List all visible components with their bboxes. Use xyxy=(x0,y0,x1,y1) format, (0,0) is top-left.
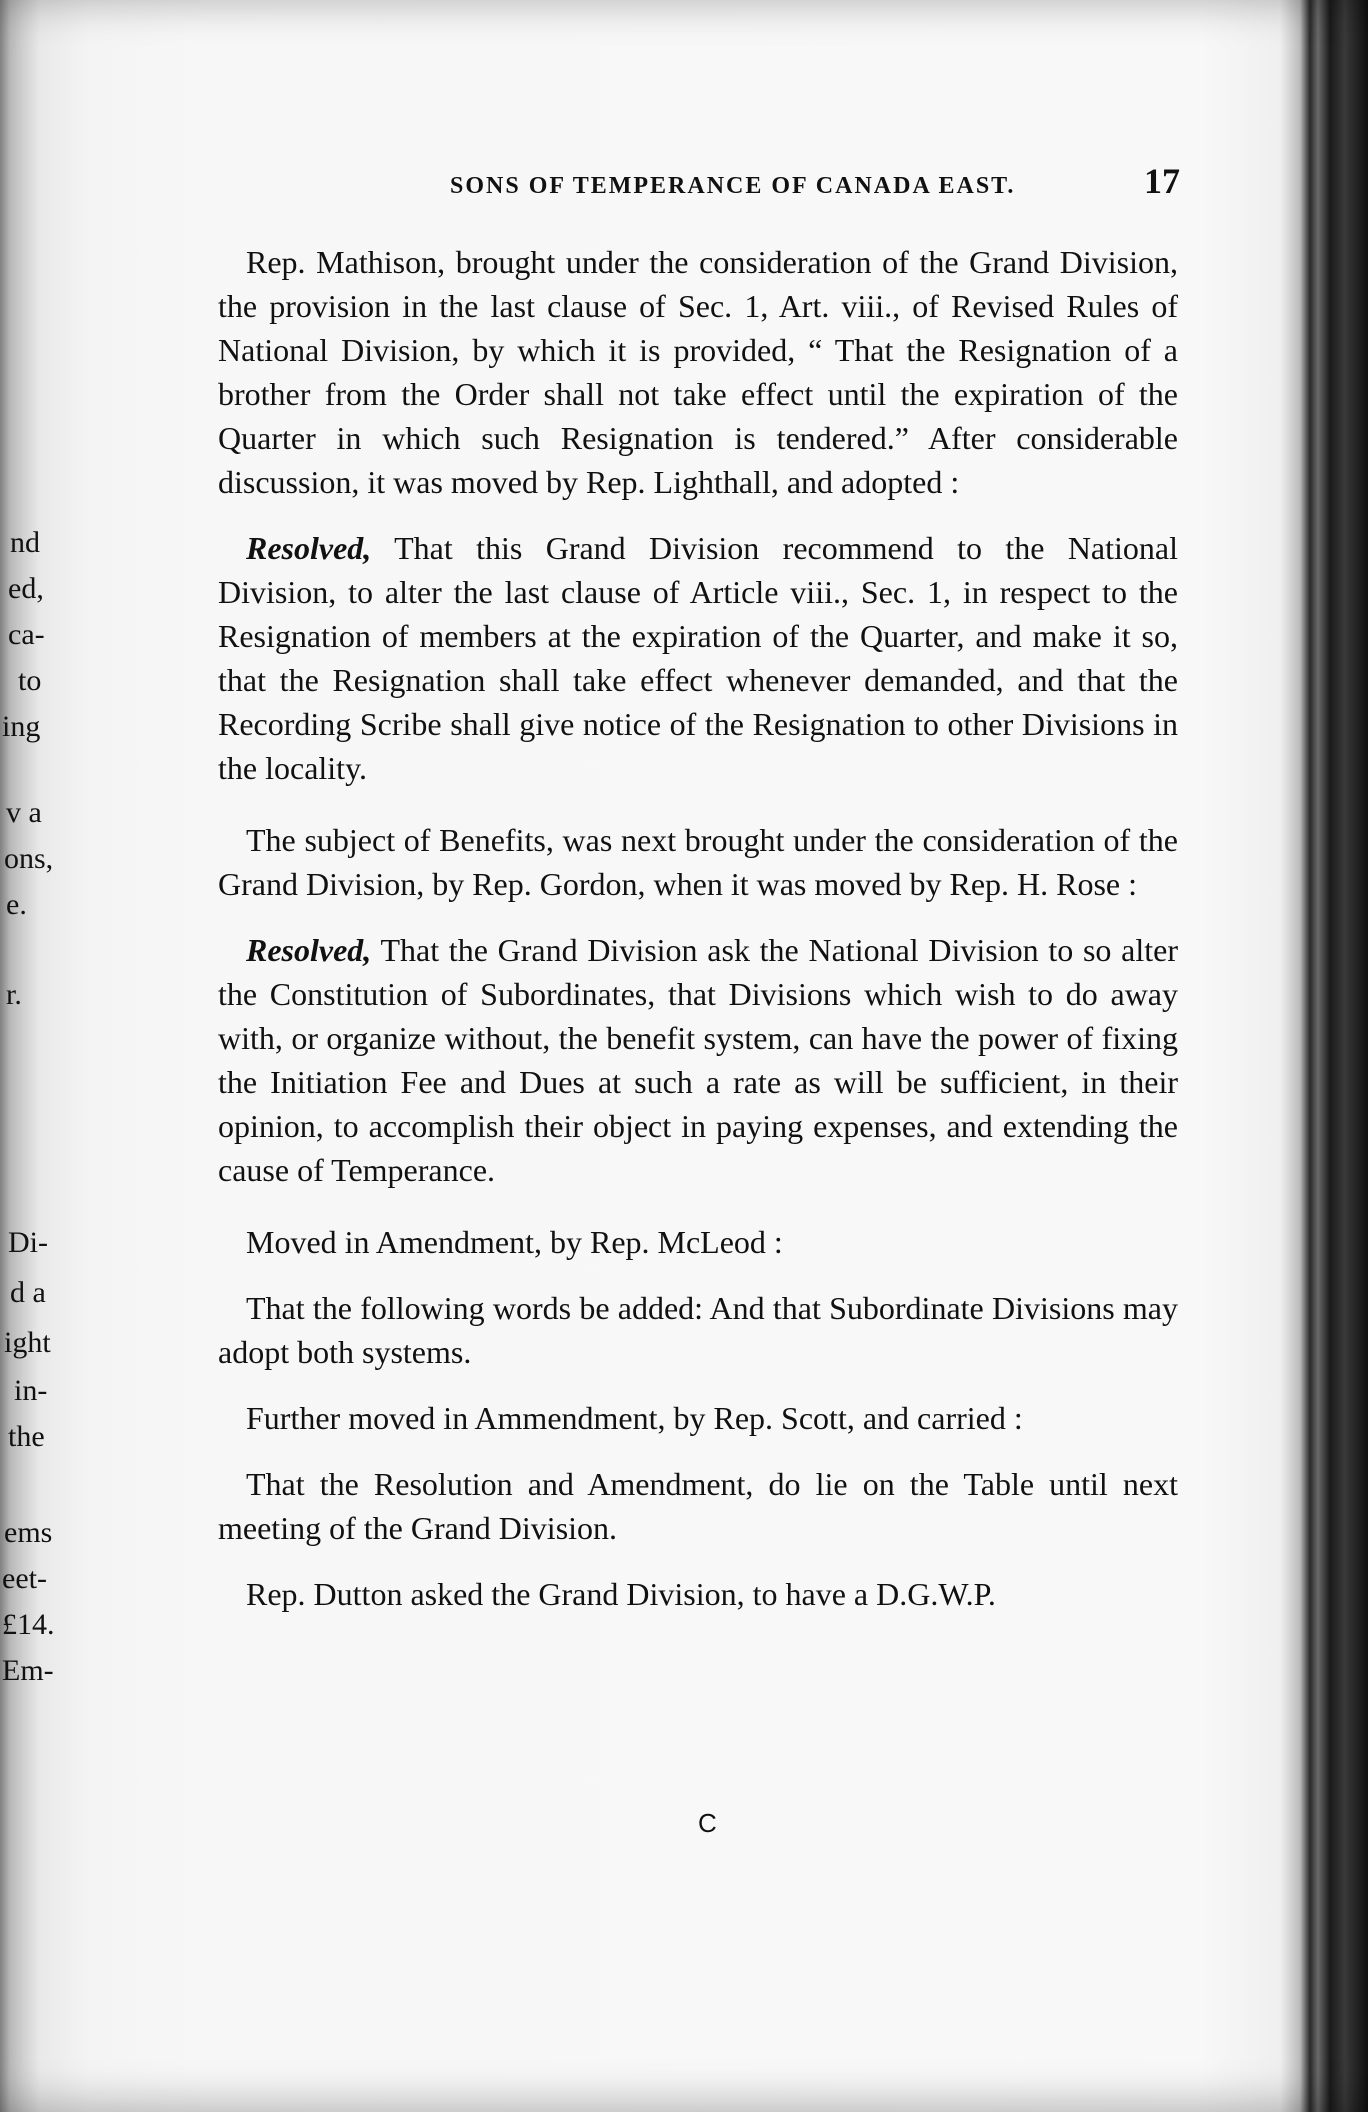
running-header xyxy=(450,160,1180,202)
margin-fragment: v a xyxy=(6,796,42,829)
page-body xyxy=(218,240,1178,1638)
margin-fragment: d a xyxy=(10,1276,46,1309)
margin-fragment: r. xyxy=(6,978,22,1011)
running-title: SONS OF TEMPERANCE OF CANADA EAST. xyxy=(450,173,1016,199)
page-number: 17 xyxy=(1144,161,1180,201)
paragraph-table-motion: That the Resolution and Amendment, do lie on the Table until next meeting of the Grand Division. xyxy=(218,1466,1178,1546)
resolution-resignation xyxy=(218,526,1178,790)
paragraph-amendment-text: That the following words be added: And that Subordinate Divisions may adopt both systems. xyxy=(218,1290,1178,1370)
paragraph-mathison: Rep. Mathison, brought under the consideration of the Grand Division, the provision in the last clause of Sec. 1, Art. viii., of Revised Rules of National Division, by which it is provided, “ That the Resignation of a brother from the Order shall not take effect until the expiration of the Quarter in which such Resignation is tendered.” After considerable discussion, it was moved by Rep. Lighthall, and adopted : xyxy=(218,244,1178,500)
margin-fragment: ons, xyxy=(4,842,54,875)
paragraph-amendment-mcleod: Moved in Amendment, by Rep. McLeod : xyxy=(246,1224,783,1260)
margin-fragment: nd xyxy=(10,526,40,559)
resolved-label: Resolved, xyxy=(246,530,372,566)
margin-fragment: ca- xyxy=(8,618,45,651)
resolution-text: That the Grand Division ask the National Division to so alter the Constitution of Subordinates, that Divisions which wish to do away with, or organize without, the benefit system, can have the power of fixing the Initiation Fee and Dues at such a rate as will be sufficient, in their opinion, to accomplish their object in paying expenses, and extending the cause of Temperance. xyxy=(218,932,1178,1188)
resolution-text: That this Grand Division recommend to the National Division, to alter the last clause of Article viii., Sec. 1, in respect to the Resignation of members at the expiration of the Quarter, and make it so, that the Resignation shall take effect whenever demanded, and that the Recording Scribe shall give notice of the Resignation to other Divisions in the locality. xyxy=(218,530,1178,786)
paragraph-dutton: Rep. Dutton asked the Grand Division, to have a D.G.W.P. xyxy=(246,1576,996,1612)
margin-fragment: in- xyxy=(14,1374,48,1407)
margin-fragment: e. xyxy=(6,888,27,921)
margin-fragment: ing xyxy=(2,710,41,743)
paragraph-benefits: The subject of Benefits, was next brought under the consideration of the Grand Division, by Rep. Gordon, when it was moved by Rep. H. Rose : xyxy=(218,822,1178,902)
margin-fragment: £14. xyxy=(2,1608,55,1641)
margin-fragment: ems xyxy=(4,1516,53,1549)
resolved-label: Resolved, xyxy=(246,932,372,968)
margin-fragment: Di- xyxy=(8,1226,48,1259)
resolution-benefits xyxy=(218,928,1178,1192)
margin-fragment: Em- xyxy=(2,1654,54,1687)
margin-fragment: to xyxy=(18,664,42,697)
margin-fragment: ight xyxy=(4,1326,51,1359)
signature-mark: C xyxy=(698,1808,717,1838)
margin-fragment: eet- xyxy=(2,1562,47,1595)
paragraph-amendment-scott: Further moved in Ammendment, by Rep. Scott, and carried : xyxy=(246,1400,1023,1436)
margin-fragment: ed, xyxy=(8,572,44,605)
margin-fragment: the xyxy=(8,1420,45,1453)
